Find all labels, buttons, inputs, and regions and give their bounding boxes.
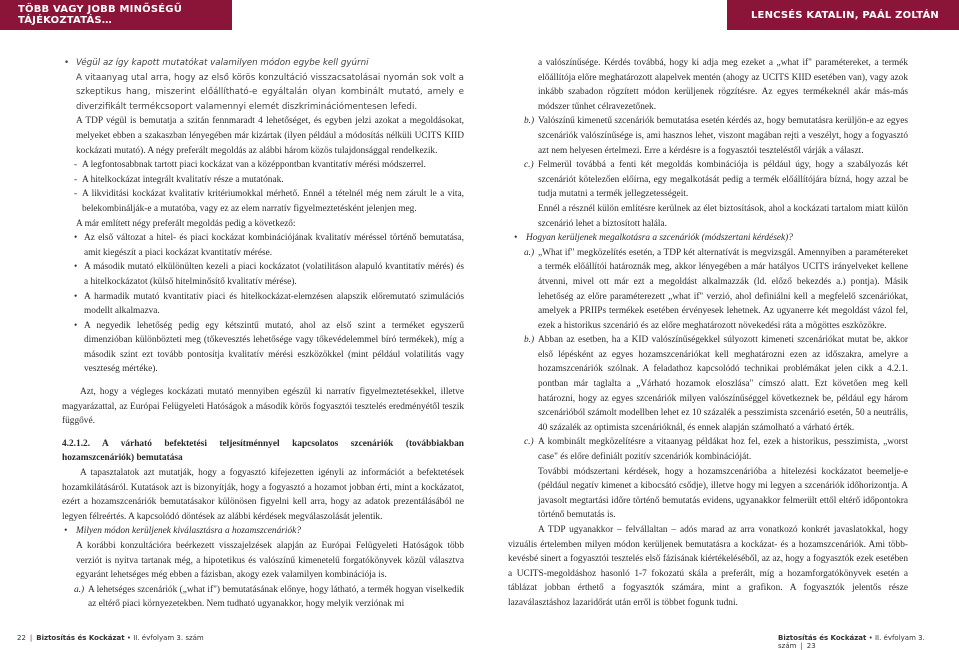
footer-left: 22 | Biztosítás és Kockázat • II. évfolyam 3. szám	[17, 634, 204, 642]
bullet-question: • Hogyan kerüljenek megalkotásra a szcenáriók (módszertani kérdések)?	[508, 231, 908, 246]
bullet-item: • A negyedik lehetőség pedig egy kétszintű mutató, ahol az első szint a terméket egyszerű dimenzióban különbözteti meg (tőkevesztés lehetősége vagy tőkevédelemmel bíró termékek), míg a második szint ezt tovább pontosítja kvalitatív mérési eszközökkel (mint például volatilitás vagy veszteség mértéke).	[74, 320, 464, 375]
issue-label: II. évfolyam 3. szám	[133, 634, 204, 642]
dash-item: - A legfontosabbnak tartott piaci kockázat van a középpontban kvantitatív mérési módszerrel.	[74, 160, 426, 171]
paragraph: További módszertani kérdések, hogy a hozamszcenárióba a hitelezési kockázatot beemelje-e (például negatív kimenet a kibocsátó csődje), illetve hogy mi legyen a szcenáriók időhorizontja. A javasolt megtartási időre történő bemutatás evidens, ugyanakkor felmerült ettől eltérő időpontokra történő bemutatás is.	[538, 466, 908, 521]
enum-item-text: A lehetséges szcenáriók („what if") bemutatásának előnye, hogy látható, a termék hogyan viselkedik az eltérő piaci környezetekben. Nem tudható ugyanakkor, hogy melyik verziónak mi	[88, 584, 464, 610]
paragraph: Ennél a résznél külön említésre kerülnek az élet biztosítások, ahol a kockázati tartalom miatt külön szcenárió lehet a biztosított halála.	[538, 203, 908, 229]
enum-item-c: c.) Felmerül továbbá a fenti két megoldás kombinációja is például úgy, hogy a szabályozás két szcenáriót kötelezően előírna, egy megalkotását pedig a termék előállítójára bízná, hogy azzal be tudja mutatni a termék jellegzetességeit.	[524, 160, 908, 200]
enum-item-text: „What if" megközelítés esetén, a TDP két alternatívát is megvizsgál. Amennyiben a paramétereket a termék előállítói határoznák meg, akkor lényegében a már hatályos UCITS irányelveket kellene átvenni, mivel ott már ezt a megoldást alkalmazzák (ld. előző bekezdés a.) pontja). Másik lehetőség az előre paraméterezett „what if" verzió, ahol definiálni kell a megfelelő szcenáriókat, amelyek a PRIIPs termékek esetében érvényesek lehetnek. Az ugyanerre két megoldást vázol fel, ezek a historikus szcenárió és az előre meghatározott növekedési ráta a mögöttes eszközökre.	[538, 247, 908, 331]
bullet-item-text: A negyedik lehetőség pedig egy kétszintű mutató, ahol az első szint a terméket egyszerű dimenzióban különbözteti meg (tőkevesztés lehetősége vagy tőkevédelemmel bíró termékek), míg a második szint ezt tovább pontosítja kvalitatív mérési eszközökkel (mint például volatilitás vagy veszteség mértéke).	[84, 320, 464, 375]
bullet-item-text: A harmadik mutató kvantitatív piaci és hitelkockázat-elemzésen alapszik előremutató szimulációs modellt alkalmazva.	[84, 291, 464, 317]
bullet-question: • Milyen módon kerüljenek kiválasztásra a hozamszcenáriók?	[62, 524, 464, 539]
enum-item-a: a.) A lehetséges szcenáriók („what if") bemutatásának előnye, hogy látható, a termék hogyan viselkedik az eltérő piaci környezetekben. Nem tudható ugyanakkor, hogy melyik verziónak mi	[74, 584, 464, 610]
bullet-intro: • Végül az így kapott mutatókat valamilyen módon egybe kell gyúrni	[62, 56, 464, 71]
paragraph: A már említett négy preferált megoldás pedig a következő:	[76, 218, 296, 229]
issue-label: II. évfolyam 3. szám	[778, 634, 925, 650]
page-number: 23	[806, 642, 816, 650]
enum-item-b: b.) Abban az esetben, ha a KID valószínűségekkel súlyozott kimeneti szcenáriókat mutat be, akkor első lépésként az egyes hozamszcenáriókat kell meghatározni ezen az időszakra, amelyre a hozamszcenáriók szólnak. A feladathoz kapcsolódó technikai problémákat jelen cikk a 4.2.1. pontban már taglalta a „Várható hozamok eloszlása" címszó alatt. Ezt követően meg kell határozni, hogy az egyes szcenáriók milyen valószínűséggel következnek be, például egy három szcenárióból számolt modellben lehet ez 10 százalék a pesszimista szcenárió esetén, 50 a neutrális, 40 százalék az optimista szcenárióknál, és ennek alapján számolható a várható érték.	[524, 335, 908, 433]
paragraph: a valószínűsége. Kérdés továbbá, hogy ki adja meg ezeket a „what if" paramétereket, a termék előállítója előre meghatározott alapelvek mentén (ahogy az UCITS KIID esetében van), vagy azok inkább szabadon rögzített módon kerüljenek rögzítésre. Az egyes termékeknél akár más-más módszer tűnhet célravezetőnek.	[538, 58, 908, 112]
paragraph: A tapasztalatok azt mutatják, hogy a fogyasztó kifejezetten igényli az információt a befektetések hozamkilátásáról. Kutatások azt is bizonyítják, hogy a fogyasztó a hozamot jobban érti, mint a kockázatot, ezért a hozamszcenáriók bemutatásakor különösen figyelni kell arra, hogy az adatok prezentálásából ne legyen félreértés. A kapcsolódó döntések az alábbi kérdések megválaszolását jelentik.	[62, 468, 464, 522]
paragraph: A korábbi konzultációra beérkezett visszajelzések alapján az Európai Felügyeleti Hatóságok több verziót is nyitva tartanak még, a hipotetikus és valószínű kimenetelű forgatókönyvek közül választva egyaránt lehetséges még ebben a fázisban, akogy ezek valamilyen kombinációja is.	[76, 541, 464, 581]
footer-right: Biztosítás és Kockázat • II. évfolyam 3. szám | 23	[778, 634, 925, 650]
header-left: TÖBB VAGY JOBB MINŐSÉGŰ TÁJÉKOZTATÁS…	[0, 0, 232, 30]
enum-item-c: c.) A kombinált megközelítésre a vitaanyag példákat hoz fel, ezek a historikus, pesszimista, „worst case" és előre definiált pozitív szcenáriók kombinációját.	[524, 437, 908, 463]
dash-item: - A hitelkockázat integrált kvalitatív része a mutatónak.	[74, 174, 284, 185]
bullet-item-text: A második mutató elkülönülten kezeli a piaci kockázatot (volatilitáson alapuló kvantitatív mérés) és a hitelkockázatot (külső hitelminősítő kvalitatív mérése).	[84, 262, 464, 287]
paragraph: A TDP végül is bemutatja a szitán fennmaradt 4 lehetőséget, és egyben jelzi azokat a megoldásokat, melyeket ebben a szakaszban lényegében már kizártak (ilyen például a módosítás nélküli UCITS KIID kockázati mutató). A négy preferált megoldás az alábbi három közös tulajdonsággal rendelkezik.	[76, 116, 464, 156]
enum-item-text: Abban az esetben, ha a KID valószínűségekkel súlyozott kimeneti szcenáriókat mutat be, akkor első lépésként az egyes hozamszcenáriókat kell meghatározni ezen az időszakra, amelyre a hozamszcenáriók szólnak. A feladathoz kapcsolódó technikai problémákat jelen cikk a 4.2.1. pontban már taglalta a „Várható hozamok eloszlása" címszó alatt. Ezt követően meg kell határozni, hogy az egyes szcenáriók milyen valószínűséggel következnek be, például egy három szcenárióból számolt modellben lehet ez 10 százalék a pesszimista szcenárió esetén, 50 a neutrális, 40 százalék az optimista szcenárióknál, és ennek alapján számolható a várható érték.	[538, 335, 908, 433]
bullet-item: • A második mutató elkülönülten kezeli a piaci kockázatot (volatilitáson alapuló kvantitatív mérés) és a hitelkockázatot (külső hitelminősítő kvalitatív mérése).	[74, 262, 464, 287]
dash-item: - A likviditási kockázat kvalitatív kritériumokkal mérhető. Ennél a tételnél még nem zárult le a vita, belekombinálják-e a mutatóba, vagy ez az elem narratív figyelmeztetésként jelenjen meg.	[74, 189, 464, 214]
header-right: LENCSÉS KATALIN, PAÁL ZOLTÁN	[727, 0, 959, 30]
paragraph: A TDP ugyanakkor – felvállaltan – adós marad az arra vonatkozó konkrét javaslatokkal, hogy vizuális értelemben milyen módon kerüljenek bemutatásra a kockázat- és a hozamszcenáriók. Ami több-kevésbé sinert a fogyasztói tesztelés első fázisának kiértékeléséből, az az, hogy a fogyasztók ezek esetében a UCITS-megoldáshoz hasonló 1-7 fokozatú skála a preferált, míg a hozamforgatókönyvek esetén a táblázat jobban érthető a fogyasztók számára, mint a grafikon. A fogyasztók jelentős része lazaválasztáshoz lazaridőrát után erről is többet fogunk tudni.	[508, 525, 908, 608]
paragraph: Azt, hogy a végleges kockázati mutató mennyiben egészül ki narratív figyelmeztetésekkel, illetve magyarázattal, az Európai Felügyeleti Hatóságok a második körös fogyasztói tesztelés eredményétől teszik függővé.	[62, 387, 464, 427]
enum-item-text: Valószínű kimenetű szcenáriók bemutatása esetén kérdés az, hogy bemutatásra kerüljön-e az egyes szcenáriók valószínűsége is, ami hasznos lehet, viszont magában rejti a veszélyt, hogy a fogyasztó azt nem helyesen értelmezi. Erre a kérdésre is a fogyasztói teszteléstől várják a választ.	[538, 116, 908, 156]
journal-name: Biztosítás és Kockázat	[36, 634, 125, 642]
dash-item-text: A likviditási kockázat kvalitatív kritériumokkal mérhető. Ennél a tételnél még nem zárult le a vita, belekombinálják-e a mutatóba, vagy ez az elem narratív figyelmeztetésként jelenjen meg.	[82, 189, 464, 214]
right-column	[508, 56, 908, 611]
enum-item-a: a.) „What if" megközelítés esetén, a TDP két alternatívát is megvizsgál. Amennyiben a paramétereket a termék előállítói határoznák meg, akkor lényegében a már hatályos UCITS irányelveket kellene átvenni, mivel ott már ezt a megoldást alkalmazzák (ld. előző bekezdés a.) pontja). Másik lehetőség az előre paraméterezett „what if" verzió, ahol definiálni kell a megfelelő szcenáriókat, amelyek a PRIIPs termékek esetében érvényesek lehetnek. Az ugyanerre két megoldást vázol fel, ezek a historikus szcenárió és az előre meghatározott növekedési ráta a mögöttes eszközökre.	[524, 247, 908, 331]
enum-item-b: b.) Valószínű kimenetű szcenáriók bemutatása esetén kérdés az, hogy bemutatásra kerüljön-e az egyes szcenáriók valószínűsége is, ami hasznos lehet, viszont magában rejti a veszélyt, hogy a fogyasztó azt nem helyesen értelmezi. Erre a kérdésre is a fogyasztói teszteléstől várják a választ.	[524, 116, 908, 156]
journal-name: Biztosítás és Kockázat	[778, 634, 867, 642]
dash-item-text: A legfontosabbnak tartott piaci kockázat van a középpontban kvantitatív mérési módszerrel.	[82, 160, 426, 171]
bullet-item: • A harmadik mutató kvantitatív piaci és hitelkockázat-elemzésen alapszik előremutató szimulációs modellt alkalmazva.	[74, 291, 464, 317]
dash-item-text: A hitelkockázat integrált kvalitatív része a mutatónak.	[82, 174, 284, 185]
left-column	[62, 56, 464, 612]
page-number: 22	[17, 634, 26, 642]
enum-item-text: Felmerül továbbá a fenti két megoldás kombinációja is például úgy, hogy a szabályozás két szcenáriót kötelezően előírna, egy megalkotását pedig a termék előállítójára bízná, hogy azzal be tudja mutatni a termék jellegzetességeit.	[538, 160, 908, 200]
enum-item-text: A kombinált megközelítésre a vitaanyag példákat hoz fel, ezek a historikus, pesszimista, „worst case" és előre definiált pozitív szcenáriók kombinációját.	[538, 437, 908, 463]
bullet-item-text: Az első változat a hitel- és piaci kockázat kombinációjának kvalitatív méréssel történő bemutatása, amit kiegészít a piaci kockázat kvantitatív mérése.	[84, 233, 464, 258]
bullet-item: • Az első változat a hitel- és piaci kockázat kombinációjának kvalitatív méréssel történő bemutatása, amit kiegészít a piaci kockázat kvantitatív mérése.	[74, 233, 464, 258]
sans-paragraph: A vitaanyag utal arra, hogy az első körös konzultáció visszacsatolásai nyomán sok volt a szkeptikus hang, miszerint előállítható-e egyáltalán olyan kombinált mutató, amely e diverzifikált termékcsoport valamennyi elemét diszkriminációmentesen lefedi.	[76, 72, 464, 112]
section-title: 4.2.1.2. A várható befektetési teljesítménnyel kapcsolatos szcenáriók (továbbiakban hozamszcenáriók) bemutatása	[62, 438, 464, 464]
